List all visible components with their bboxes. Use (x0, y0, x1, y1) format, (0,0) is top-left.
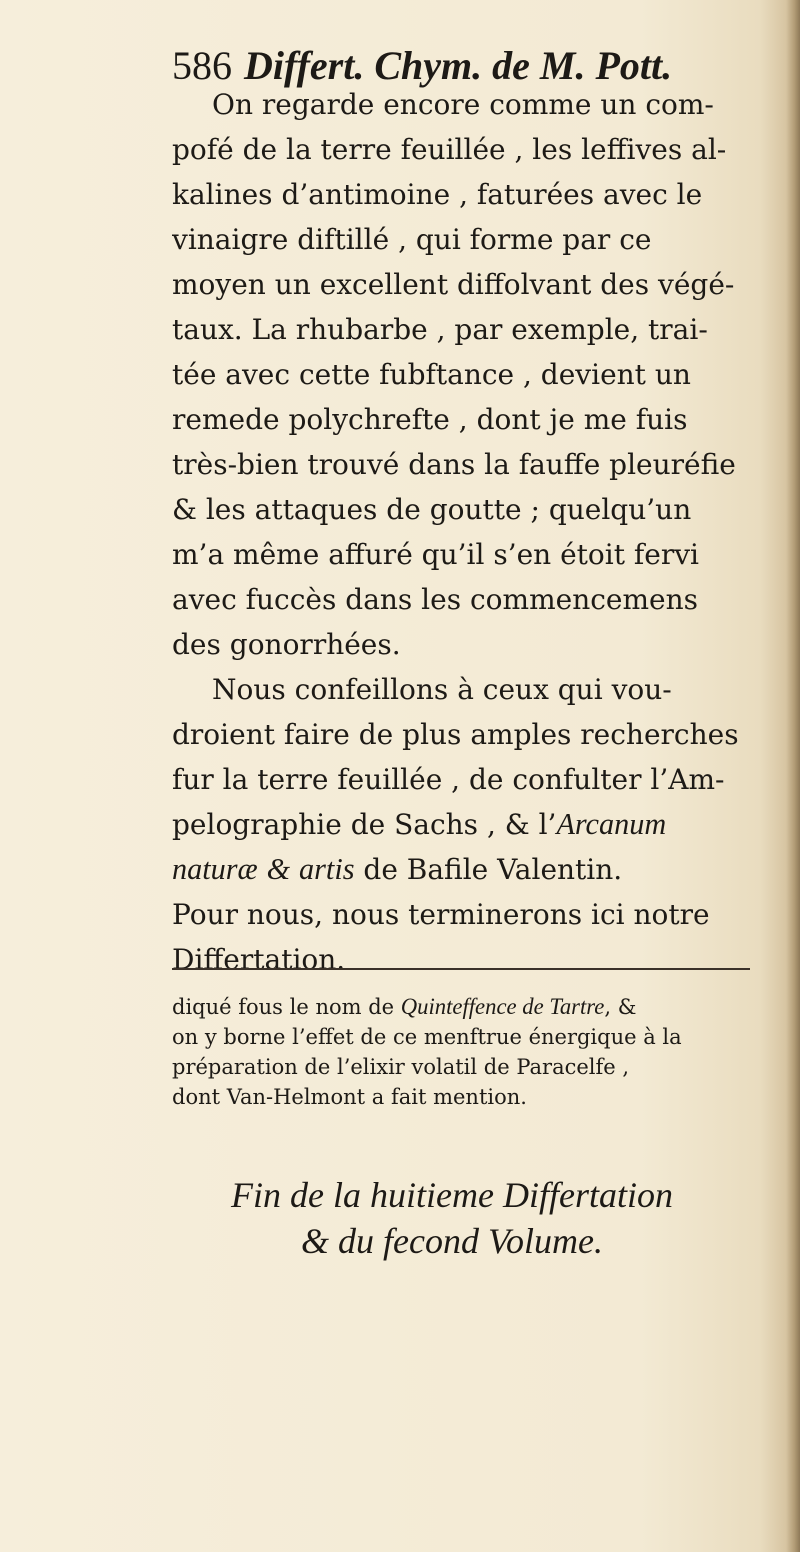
text-line: On regarde encore comme un com- (212, 88, 714, 121)
text-line: pofé de la terre feuillée , les leffives al- (172, 133, 727, 166)
italic-span: & (266, 852, 291, 886)
text-line: & les attaques de goutte ; quelqu’un (172, 493, 692, 526)
text-line: taux. La rhubarbe , par exemple, trai- (172, 313, 708, 346)
text-line: moyen un excellent diffolvant des végé- (172, 268, 735, 301)
footnote-line (172, 992, 772, 1022)
text-line: Nous confeillons à ceux qui vou- (212, 673, 672, 706)
closing-line: & du fecond Volume. (301, 1221, 603, 1261)
text-line: droient faire de plus amples recherches (172, 718, 739, 751)
text-line (172, 847, 772, 892)
text-line: m’a même affuré qu’il s’en étoit fervi (172, 538, 699, 571)
text-line: Pour nous, nous terminerons ici notre (172, 898, 710, 931)
text-line: remede polychrefte , dont je me fuis (172, 403, 688, 436)
text-span: , & (604, 995, 637, 1019)
italic-span: Arcanum (556, 807, 667, 841)
text-line: kalines d’antimoine , faturées avec le (172, 178, 703, 211)
footnote-rule (172, 968, 750, 970)
text-line: très-bien trouvé dans la fauffe pleuréfie (172, 448, 736, 481)
text-line: avec fuccès dans les commencemens (172, 583, 698, 616)
text-span: diqué fous le nom de (172, 995, 401, 1019)
text-span: de Bafile Valentin. (363, 853, 623, 886)
running-title: Differt. Chym. de M. Pott. (244, 43, 673, 88)
footnote-line: préparation de l’elixir volatil de Paracelfe , (172, 1055, 630, 1079)
page-number: 586 (172, 43, 232, 88)
italic-span: naturæ (172, 852, 258, 886)
footnote-line: on y borne l’effet de ce menftrue énergique à la (172, 1025, 682, 1049)
closing-colophon (172, 1172, 732, 1264)
text-line (172, 802, 772, 847)
closing-line: Fin de la huitieme Differtation (231, 1175, 673, 1215)
italic-span: artis (299, 852, 355, 886)
text-line: fur la terre feuillée , de confulter l’Am- (172, 763, 725, 796)
main-text (172, 82, 772, 982)
text-line: Differtation. (172, 943, 346, 976)
italic-span: Quinteffence de Tartre (400, 994, 605, 1019)
text-line: tée avec cette fubftance , devient un (172, 358, 691, 391)
page-edge-shadow (786, 0, 800, 1552)
text-line: des gonorrhées. (172, 628, 401, 661)
text-line: vinaigre diftillé , qui forme par ce (172, 223, 652, 256)
text-span: pelographie de Sachs , & l’ (172, 808, 557, 841)
footnote (172, 992, 772, 1112)
footnote-line: dont Van-Helmont a fait mention. (172, 1085, 527, 1109)
